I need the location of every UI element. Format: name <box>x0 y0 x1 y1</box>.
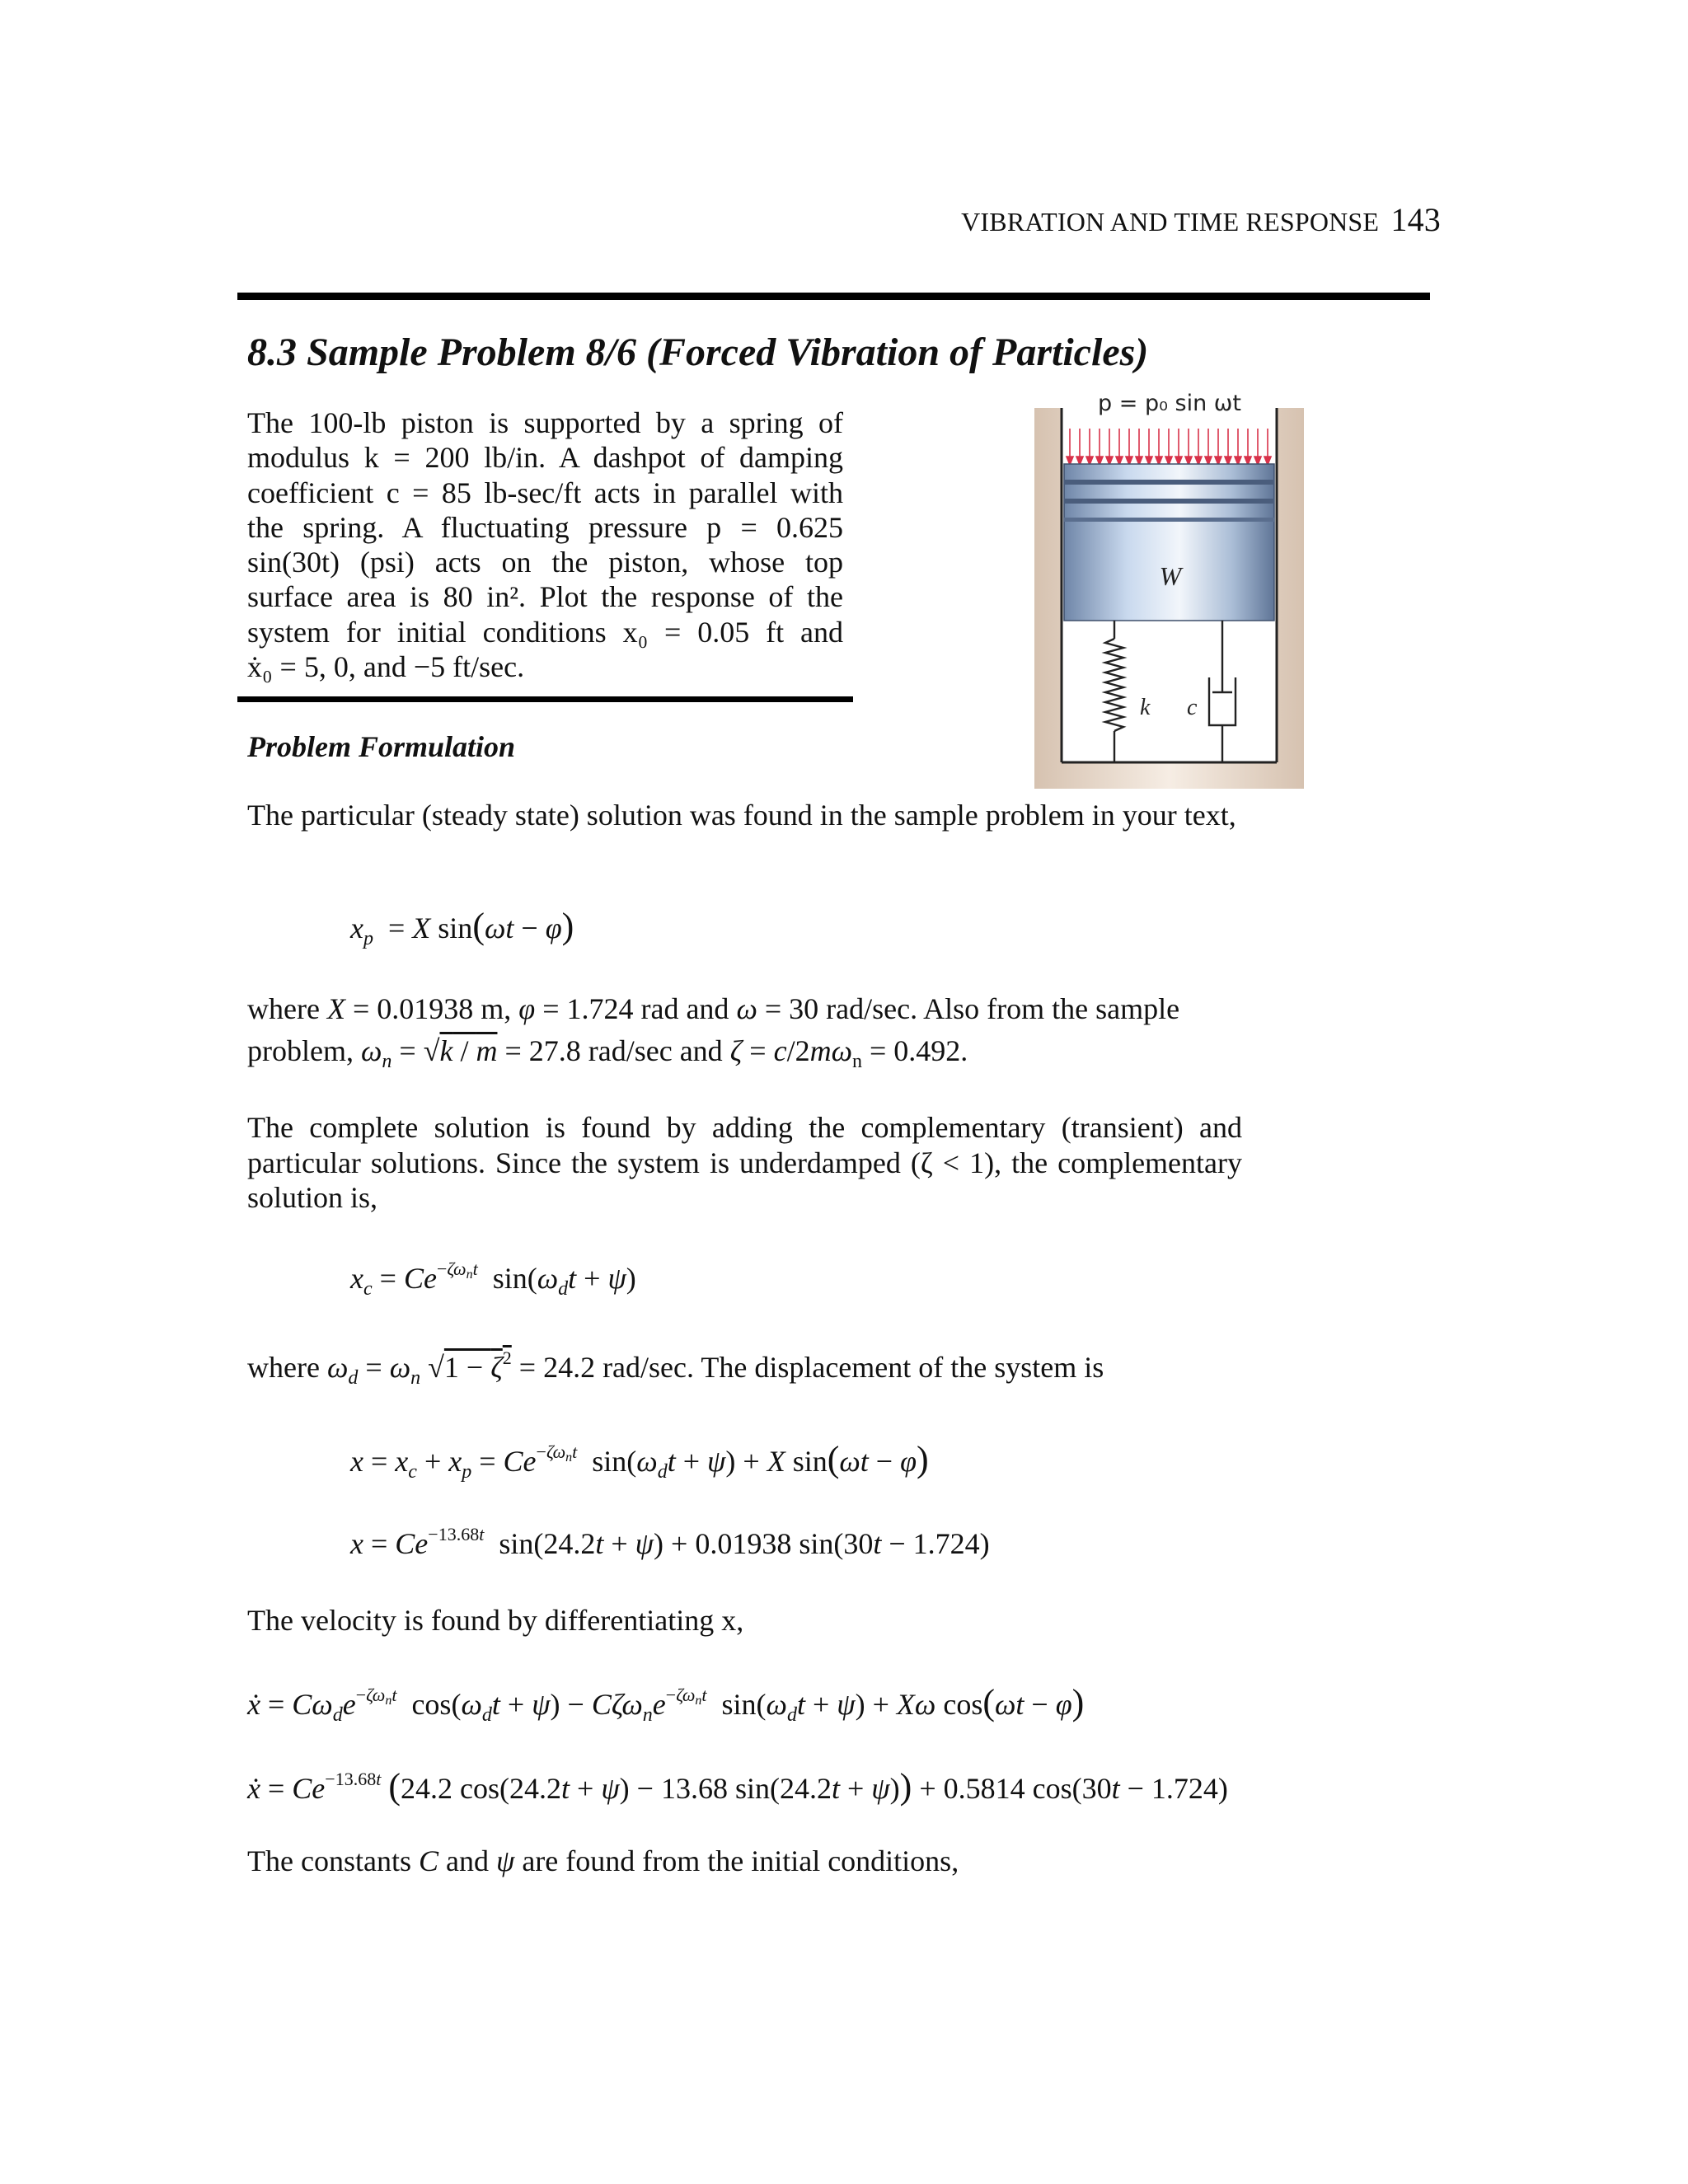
equation-complementary: $x_c = Ce^{-\zeta\omega_nt}$ $\sin(\omega_dt + \psi)$ <box>350 1258 636 1300</box>
formulation-heading: Problem Formulation <box>247 730 516 763</box>
running-header <box>617 200 1441 239</box>
statement-line: coefficient c = 85 lb-sec/ft acts in parallel with <box>247 476 843 509</box>
piston-ring <box>1064 499 1274 504</box>
piston-ring <box>1064 518 1274 522</box>
section-title: 8.3 Sample Problem 8/6 (Forced Vibration of Particles) <box>247 330 1149 374</box>
spring-label: k <box>1140 695 1151 720</box>
pressure-label: p = p₀ sin ωt <box>1098 391 1241 416</box>
equation-velocity: ẋ = $C\omega_de^{-\zeta\omega_nt}$ $\cos(\omega_dt + \psi) - C\zeta\omega_ne^{-\zeta\omega_nt}$ $\sin(\omega_dt + \psi) + X\omega$ cos(ωt − φ) <box>247 1682 1085 1726</box>
piston-ring <box>1064 480 1274 485</box>
constants-line-1: where X = 0.01938 m, φ = 1.724 rad and ω = 30 rad/sec. Also from the sample <box>247 992 1180 1025</box>
equation-displacement: $x = x_c + x_p = Ce^{-\zeta\omega_nt}$ $\sin(\omega_dt + \psi) + X$ sin(ωt − φ) <box>350 1439 929 1483</box>
paragraph-damped-frequency: where $\omega_d = \omega_n$ $√1 - \zeta^2 = 24.2$ rad/sec. The displacement of the system is <box>247 1347 1104 1389</box>
piston-figure <box>1034 387 1304 789</box>
running-title: VIBRATION AND TIME RESPONSE <box>961 207 1380 237</box>
paragraph-velocity: The velocity is found by differentiating x, <box>247 1604 744 1637</box>
paragraph-constants <box>247 991 1242 1072</box>
paragraph-complete-solution: The complete solution is found by adding the complementary (transient) and particular solutions. Since the system is underdamped (ζ < 1), the complementary solution is, <box>247 1111 1242 1214</box>
statement-line: The 100-lb piston is supported by a spring of <box>247 406 843 439</box>
statement-line: ẋ₀ = 5, 0, and −5 ft/sec. <box>247 650 525 684</box>
equation-velocity-numeric: ẋ = $Ce^{-13.68t}$ (24.2 cos(24.2t + ψ) − 13.68 sin(24.2t + ψ)) + 0.5814 cos(30t − 1.724) <box>247 1766 1228 1807</box>
equation-particular: $x_p = X$ sin(ωt − φ) <box>350 906 574 949</box>
statement-line: sin(30t) (psi) acts on the piston, whose top <box>247 546 843 579</box>
constants-line-2: problem, $\omega_n = √k / m = 27.8$ rad/sec and $\zeta = c/2m\omega_n = 0.492$. <box>247 1033 968 1072</box>
mass-label: W <box>1159 561 1182 591</box>
paragraph-initial-conditions: The constants C and ψ are found from the initial conditions, <box>247 1844 959 1877</box>
statement-rule <box>237 696 853 702</box>
statement-line: the spring. A fluctuating pressure p = 0.625 <box>247 510 843 544</box>
header-rule <box>237 293 1430 300</box>
page-number: 143 <box>1390 201 1441 238</box>
statement-line: surface area is 80 in². Plot the response of the <box>247 580 843 614</box>
problem-statement <box>247 405 843 684</box>
statement-line: system for initial conditions x₀ = 0.05 ft and <box>247 615 843 649</box>
equation-displacement-numeric: $x = Ce^{-13.68t}$ sin(24.2t + ψ) + 0.01938 sin(30t − 1.724) <box>350 1524 990 1560</box>
piston-body <box>1064 464 1274 621</box>
paragraph-particular: The particular (steady state) solution was found in the sample problem in your text, <box>247 799 1236 832</box>
damper-label: c <box>1187 695 1198 720</box>
piston-diagram <box>1034 387 1304 789</box>
statement-line: modulus k = 200 lb/in. A dashpot of damping <box>247 441 843 475</box>
